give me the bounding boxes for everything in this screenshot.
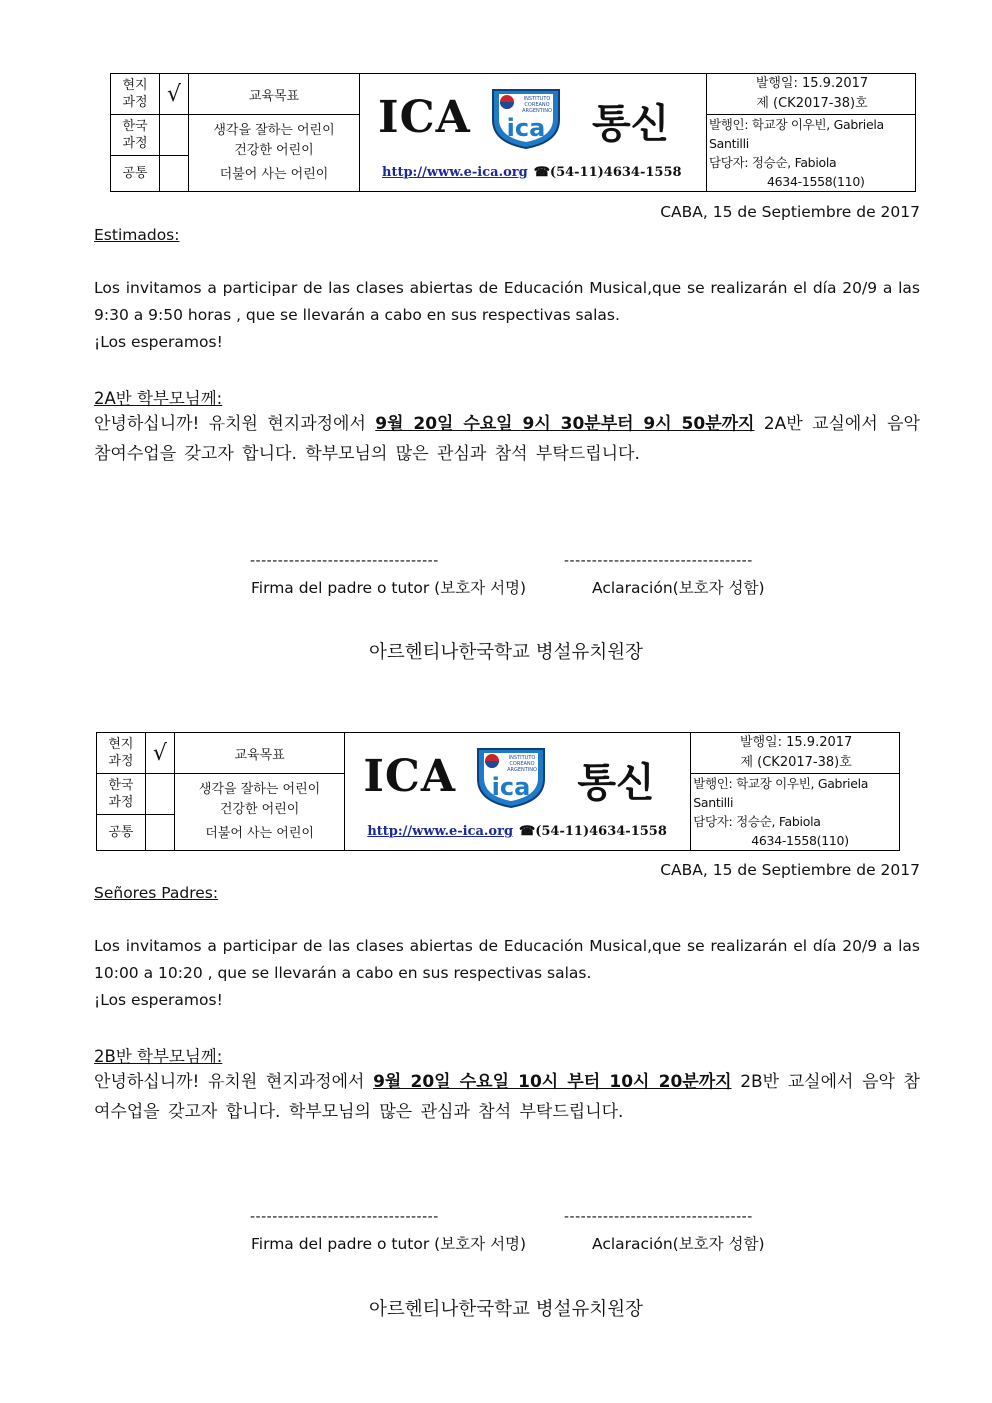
phone-number: ☎(54-11)4634-1558: [533, 165, 682, 180]
svg-text:INSTITUTO: INSTITUTO: [523, 96, 551, 102]
body-es: Los invitamos a participar de las clases abiertas de Educación Musical,que se realizarán el día 20/9 a las 10:00 a 10:20 , que se llevarán a cabo en sus respectivas salas. ¡Los esperamos!: [94, 933, 920, 1014]
event-time-kr: 9월 20일 수요일 10시 부터 10시 20분까지: [373, 1072, 732, 1092]
goal-item: 생각을 잘하는 어린이: [198, 782, 321, 797]
goals-title: 교육목표: [174, 733, 345, 774]
website-link[interactable]: http://www.e-ica.org: [367, 824, 514, 839]
letter-date: CABA, 15 de Septiembre de 2017: [660, 203, 920, 221]
publisher-info: [707, 115, 916, 192]
issue-date: 발행일: 15.9.2017: [739, 735, 853, 750]
goals-list: [174, 774, 345, 851]
contact-line: [382, 165, 682, 180]
school-logo-icon: [472, 743, 550, 809]
school-logo-icon: [487, 84, 565, 150]
body-kr: 안녕하십니까! 유치원 현지과정에서 9월 20일 수요일 10시 부터 10시 20분까지 2B반 교실에서 음악 참여수업을 갖고자 합니다. 학부모님의 많은 관심과 참석 부탁드립니다.: [94, 1072, 920, 1122]
issue-date: 발행일: 15.9.2017: [755, 76, 869, 91]
director-signoff: 아르헨티나한국학교 병설유치원장: [369, 1299, 643, 1320]
closing-es: ¡Los esperamos!: [94, 991, 223, 1009]
event-time-kr: 9월 20일 수요일 9시 30분부터 9시 50분까지: [375, 414, 755, 434]
goal-item: 건강한 어린이: [234, 143, 314, 158]
check-mark: √: [160, 74, 189, 115]
course-label-korean: 한국 과정: [111, 115, 160, 156]
svg-text:ARGENTINO: ARGENTINO: [507, 767, 538, 773]
letter-date: CABA, 15 de Septiembre de 2017: [660, 861, 920, 879]
greeting-kr: 2A반 학부모님께:: [94, 389, 223, 408]
publisher-info: [691, 774, 900, 851]
course-label-local: 현지 과정: [111, 74, 160, 115]
course-label-common: 공통: [97, 814, 146, 850]
svg-text:COREANO: COREANO: [509, 761, 535, 767]
issue-info: [691, 733, 900, 774]
contact-line: [367, 824, 667, 839]
staff-phone: 4634-1558(110): [767, 174, 865, 189]
brand-ica: ICA: [378, 92, 471, 143]
course-label-common: 공통: [111, 155, 160, 191]
signature-label-right: Aclaración(보호자 성함): [592, 579, 765, 597]
staff: 담당자: 정승순, Fabiola: [709, 155, 837, 170]
svg-text:ica: ica: [492, 773, 531, 801]
header-table: [110, 73, 916, 192]
staff: 담당자: 정승순, Fabiola: [693, 814, 821, 829]
course-label-korean: 한국 과정: [97, 774, 146, 815]
goal-item: 더불어 사는 어린이: [219, 167, 329, 182]
greeting-kr: 2B반 학부모님께:: [94, 1047, 223, 1066]
svg-text:ica: ica: [506, 114, 546, 142]
greeting-es: Estimados:: [94, 226, 180, 244]
notice-2: [0, 658, 992, 1403]
signature-line-left: ----------------------------------: [250, 553, 439, 569]
header-table: [96, 732, 900, 851]
goals-title: 교육목표: [189, 74, 360, 115]
check-cell-empty: [160, 115, 189, 156]
greeting-es: Señores Padres:: [94, 884, 219, 902]
director-signoff: 아르헨티나한국학교 병설유치원장: [369, 642, 643, 663]
svg-text:INSTITUTO: INSTITUTO: [509, 755, 536, 761]
notice-1: [0, 0, 992, 700]
issue-number: 제 (CK2017-38)호: [740, 755, 852, 770]
brand-tongsin: 통신: [592, 101, 670, 147]
signature-label-left: Firma del padre o tutor (보호자 서명): [251, 1235, 527, 1253]
signature-label-left: Firma del padre o tutor (보호자 서명): [251, 579, 527, 597]
staff-phone: 4634-1558(110): [751, 833, 849, 848]
check-cell-empty: [160, 155, 189, 191]
goal-item: 생각을 잘하는 어린이: [213, 123, 335, 138]
goal-item: 건강한 어린이: [219, 802, 300, 817]
signature-line-left: ----------------------------------: [250, 1209, 439, 1225]
website-link[interactable]: http://www.e-ica.org: [382, 165, 528, 180]
phone-number: ☎(54-11)4634-1558: [519, 824, 667, 839]
body-kr: 안녕하십니까! 유치원 현지과정에서 9월 20일 수요일 9시 30분부터 9시 50분까지 2A반 교실에서 음악 참여수업을 갖고자 합니다. 학부모님의 많은 관심과 참석 부탁드립니다.: [94, 414, 920, 464]
course-label-local: 현지 과정: [97, 733, 146, 774]
brand-cell: [360, 74, 707, 192]
brand-tongsin: 통신: [577, 760, 655, 806]
body-es: Los invitamos a participar de las clases abiertas de Educación Musical,que se realizarán el día 20/9 a las 9:30 a 9:50 horas , que se llevarán a cabo en sus respectivas salas. ¡Los esperamos!: [94, 275, 920, 356]
goals-list: [189, 115, 360, 192]
closing-es: ¡Los esperamos!: [94, 333, 223, 351]
svg-text:COREANO: COREANO: [524, 102, 550, 108]
check-mark: √: [145, 733, 174, 774]
signature-line-right: ----------------------------------: [564, 1209, 753, 1225]
check-cell-empty: [145, 814, 174, 850]
brand-cell: [345, 733, 691, 851]
publisher: 발행인: 학교장 이우빈, Gabriela Santilli: [693, 776, 869, 810]
check-cell-empty: [145, 774, 174, 815]
brand-ica: ICA: [363, 751, 457, 802]
signature-line-right: ----------------------------------: [564, 553, 753, 569]
issue-number: 제 (CK2017-38)호: [756, 96, 868, 111]
signature-label-right: Aclaración(보호자 성함): [592, 1235, 765, 1253]
publisher: 발행인: 학교장 이우빈, Gabriela Santilli: [709, 117, 884, 151]
issue-info: [707, 74, 916, 115]
goal-item: 더불어 사는 어린이: [205, 826, 314, 841]
svg-text:ARGENTINO: ARGENTINO: [522, 108, 552, 114]
